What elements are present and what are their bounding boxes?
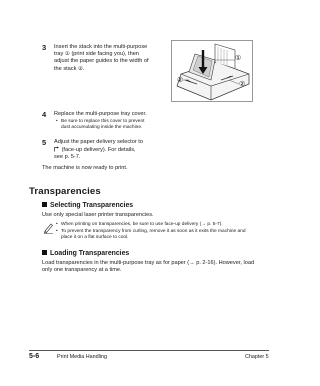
- step-5-line: Adjust the paper delivery selector to: [54, 139, 143, 145]
- selecting-title: Selecting Transparencies: [50, 202, 134, 209]
- face-up-delivery-icon: [54, 146, 60, 152]
- bullet-line: Be sure to replace this cover to prevent: [61, 119, 145, 124]
- loading-heading: [42, 250, 129, 257]
- step-4-bullet: [61, 119, 191, 131]
- printer-illustration: [171, 40, 253, 102]
- note-icon: [44, 222, 54, 234]
- bullet-icon: •: [56, 222, 58, 227]
- footer-rule: [29, 350, 269, 351]
- step-5-text: [54, 139, 184, 162]
- loading-line: Load transparencies in the multi-purpose tray as for paper (→ p. 2-16). However, load: [42, 260, 255, 266]
- step-3-line: the stack ②.: [54, 65, 85, 72]
- step-4-number: 4: [42, 110, 47, 119]
- page-number: 5-6: [29, 353, 40, 360]
- footer-chapter: Chapter 5: [245, 354, 269, 360]
- step-3-line: Insert the stack into the multi-purpose: [54, 44, 148, 50]
- step-3-text: [54, 44, 182, 73]
- figure-callout-2: ②: [239, 81, 246, 88]
- step-3-line: adjust the paper guides to the width of: [54, 58, 149, 65]
- step-5-line: (face-up delivery). For details,: [61, 147, 136, 154]
- loading-line: only one transparency at a time.: [42, 267, 122, 274]
- figure-callout-2: ②: [177, 77, 184, 84]
- square-bullet-icon: [42, 250, 47, 255]
- section-title: Transparencies: [29, 186, 101, 197]
- figure-callout-1: ①: [235, 55, 242, 62]
- note-line: When printing on transparencies, be sure to use face-up delivery (→ p. 5-7).: [61, 222, 223, 227]
- step-3-number: 3: [42, 43, 47, 52]
- footer-section: Print Media Handling: [57, 354, 108, 360]
- bullet-line: dust accumulating inside the machine.: [61, 125, 143, 130]
- step-5-line: see p. 5-7.: [54, 154, 81, 161]
- bullet-icon: •: [56, 229, 58, 234]
- step-5-line-2: [54, 146, 184, 154]
- step-5-number: 5: [42, 138, 47, 147]
- selecting-heading: [42, 202, 133, 209]
- step-3-line: tray ① (print side facing you), then: [54, 51, 139, 58]
- loading-text: [42, 260, 282, 274]
- loading-title: Loading Transparencies: [50, 250, 130, 257]
- note-line: place it on a flat surface to cool.: [61, 235, 129, 240]
- note-block: [61, 229, 281, 241]
- square-bullet-icon: [42, 202, 47, 207]
- selecting-text: Use only special laser printer transparencies.: [42, 212, 154, 218]
- step-4-text: Replace the multi-purpose tray cover.: [54, 111, 147, 117]
- ready-text: The machine is now ready to print.: [42, 165, 128, 171]
- bullet-icon: •: [56, 119, 58, 124]
- note-line: To prevent the transparency from curling, remove it as soon as it exits the machine and: [61, 229, 246, 234]
